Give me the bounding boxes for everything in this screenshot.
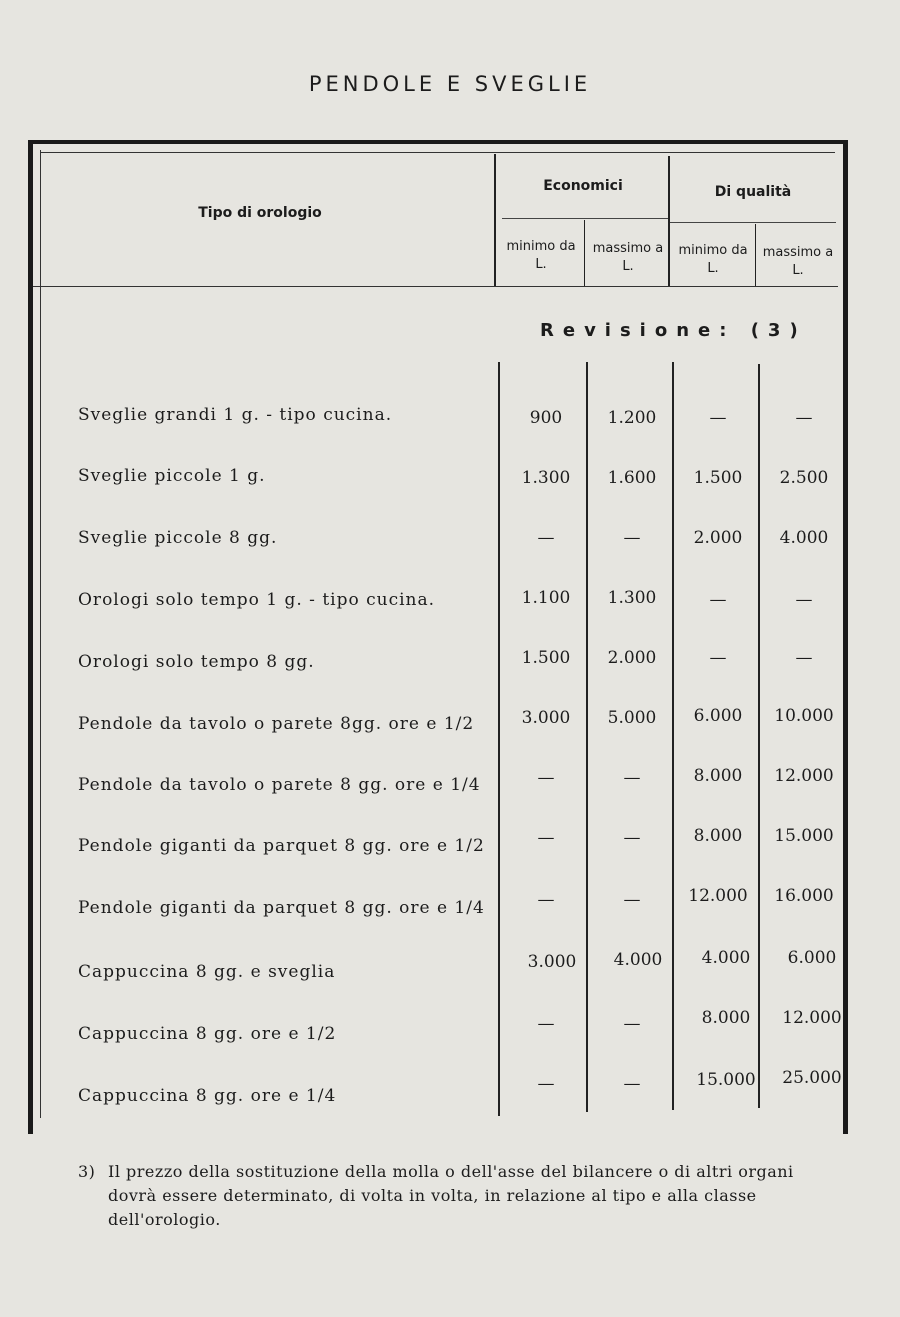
value-min-economici: 3.000	[527, 952, 577, 972]
row-label: Cappuccina 8 gg. ore e 1/2	[78, 1024, 337, 1044]
value-max-qualita: —	[795, 648, 813, 668]
value-min-qualita: 8.000	[693, 766, 743, 786]
row-label: Sveglie grandi 1 g. - tipo cucina.	[78, 405, 393, 425]
row-label: Pendole da tavolo o parete 8 gg. ore e 1/4	[78, 775, 481, 795]
value-min-economici: 1.100	[521, 588, 571, 608]
value-max-economici: —	[623, 1014, 641, 1034]
value-min-qualita: 8.000	[693, 826, 743, 846]
value-max-qualita: 16.000	[774, 886, 834, 906]
row-label: Sveglie piccole 1 g.	[78, 466, 266, 486]
value-min-economici: —	[537, 768, 555, 788]
value-max-economici: 1.600	[607, 468, 657, 488]
value-min-economici: —	[537, 890, 555, 910]
row-label: Orologi solo tempo 1 g. - tipo cucina.	[78, 590, 436, 610]
value-min-qualita: 4.000	[701, 948, 751, 968]
value-min-qualita: —	[709, 648, 727, 668]
value-max-economici: —	[623, 528, 641, 548]
row-label: Pendole da tavolo o parete 8gg. ore e 1/2	[78, 714, 475, 734]
row-label: Cappuccina 8 gg. e sveglia	[78, 962, 336, 982]
value-max-economici: —	[623, 890, 641, 910]
footnote-text: Il prezzo della sostituzione della molla o dell'asse del bilancere o di altri organi dovrà essere determinato, di volta in volta, in relazione al tipo e alla classe dell'orologio.	[108, 1162, 794, 1229]
value-max-qualita: 2.500	[779, 468, 829, 488]
value-min-qualita: —	[709, 590, 727, 610]
row-label: Pendole giganti da parquet 8 gg. ore e 1/2	[78, 836, 485, 856]
value-max-economici: —	[623, 828, 641, 848]
value-min-qualita: —	[709, 408, 727, 428]
footnote-marker: 3)	[78, 1162, 96, 1181]
column-header-min-qualita: minimo da L.	[678, 243, 748, 276]
header-divider	[668, 156, 670, 286]
row-label: Sveglie piccole 8 gg.	[78, 528, 278, 548]
table-frame	[28, 140, 848, 1134]
row-label: Orologi solo tempo 8 gg.	[78, 652, 315, 672]
value-min-qualita: 1.500	[693, 468, 743, 488]
row-label: Cappuccina 8 gg. ore e 1/4	[78, 1086, 337, 1106]
value-max-qualita: 12.000	[774, 766, 834, 786]
row-label: Pendole giganti da parquet 8 gg. ore e 1/4	[78, 898, 485, 918]
value-max-economici: —	[623, 768, 641, 788]
header-top-rule	[40, 152, 835, 153]
body-divider	[498, 362, 500, 1116]
header-divider	[494, 154, 496, 286]
value-max-qualita: —	[795, 408, 813, 428]
column-header-min-economici: minimo da L.	[506, 239, 576, 272]
value-max-economici: 1.300	[607, 588, 657, 608]
column-group-di-qualita: Di qualità	[714, 184, 792, 200]
value-max-qualita: 15.000	[774, 826, 834, 846]
header-bottom-rule	[33, 286, 838, 287]
value-min-qualita: 15.000	[696, 1070, 756, 1090]
header-group-rule	[670, 222, 836, 223]
header-divider	[755, 224, 756, 286]
value-min-qualita: 6.000	[693, 706, 743, 726]
header-group-rule	[502, 218, 668, 219]
value-min-economici: —	[537, 1074, 555, 1094]
value-max-economici: 5.000	[607, 708, 657, 728]
page-title: PENDOLE E SVEGLIE	[308, 72, 592, 96]
value-max-economici: —	[623, 1074, 641, 1094]
value-min-qualita: 2.000	[693, 528, 743, 548]
value-max-qualita: 10.000	[774, 706, 834, 726]
value-min-economici: 1.300	[521, 468, 571, 488]
revision-label: Revisione: (3)	[540, 320, 807, 341]
column-header-type: Tipo di orologio	[198, 205, 322, 221]
value-max-qualita: 4.000	[779, 528, 829, 548]
value-max-qualita: 25.000	[782, 1068, 842, 1088]
value-max-qualita: 6.000	[787, 948, 837, 968]
column-header-max-economici: massimo a L.	[592, 241, 664, 274]
column-header-max-qualita: massimo a L.	[762, 245, 834, 278]
value-min-economici: 1.500	[521, 648, 571, 668]
value-max-economici: 2.000	[607, 648, 657, 668]
value-min-qualita: 12.000	[688, 886, 748, 906]
column-group-economici: Economici	[543, 178, 623, 194]
value-min-economici: —	[537, 528, 555, 548]
table-inner-border	[40, 150, 41, 1118]
value-min-economici: 900	[529, 408, 563, 428]
value-max-qualita: —	[795, 590, 813, 610]
header-divider	[584, 220, 585, 286]
footnote	[78, 1160, 838, 1232]
value-min-economici: —	[537, 1014, 555, 1034]
value-max-qualita: 12.000	[782, 1008, 842, 1028]
value-max-economici: 1.200	[607, 408, 657, 428]
value-max-economici: 4.000	[613, 950, 663, 970]
value-min-economici: 3.000	[521, 708, 571, 728]
value-min-qualita: 8.000	[701, 1008, 751, 1028]
value-min-economici: —	[537, 828, 555, 848]
